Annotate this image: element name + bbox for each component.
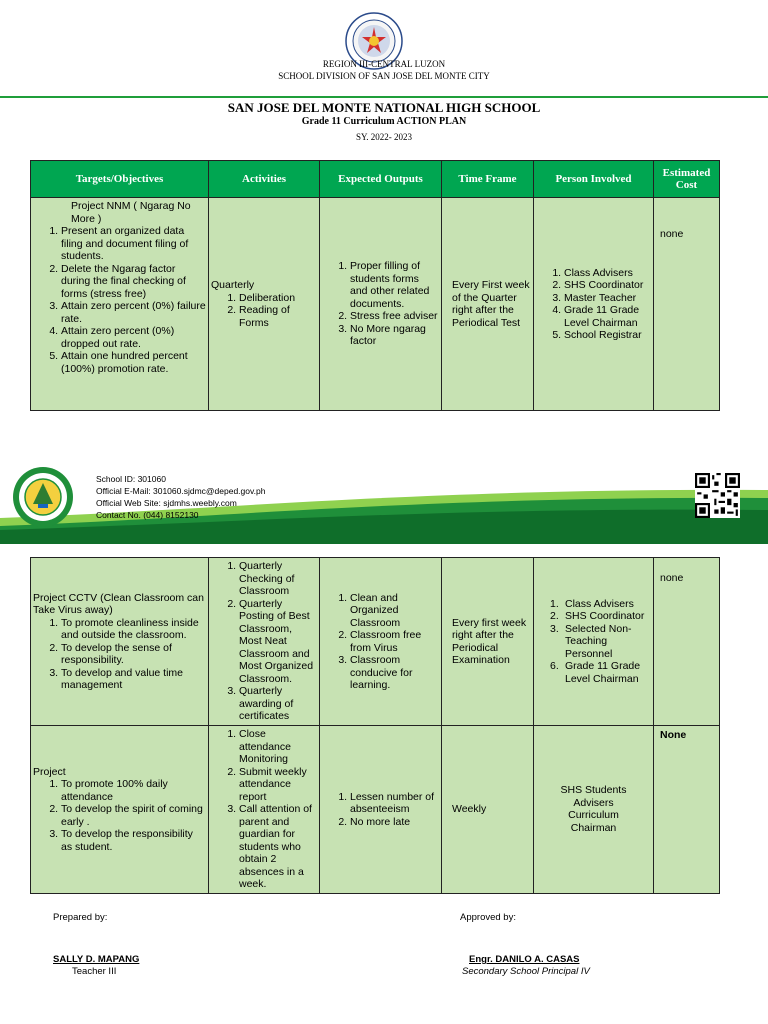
list-item: 1. Class Advisers [550,597,634,610]
row3-activities-cell [209,726,320,894]
list-item: 3. Attain zero percent (0%) failure rate. [61,300,206,325]
qr-code-icon [695,473,740,518]
list-item: 1. Proper filling of students forms and other related documents. [350,260,439,310]
header-time-frame: Time Frame [442,161,534,198]
row1-objectives-cell [31,198,209,411]
row1-time-frame: Every First week of the Quarter right after the Periodical Test [442,198,534,411]
row2-cost: none [654,558,720,726]
header-targets: Targets/Objectives [31,161,209,198]
row2-persons-cell [534,558,654,726]
list-item: 1. Quarterly Checking of Classroom [239,560,317,598]
row2-project-title: Project CCTV (Clean Classroom can Take Virus away) [33,591,204,616]
list-item: Advisers [573,796,614,809]
header-outputs: Expected Outputs [320,161,442,198]
list-item: 1. Deliberation [239,292,317,305]
list-item: 2. To develop the sense of responsibility. [61,642,206,667]
row2-activities-list [211,560,317,723]
header-estimated-cost: Estimated Cost [654,161,720,198]
list-item: 2. SHS Coordinator [550,610,645,623]
official-email: Official E-Mail: 301060.sjdmc@deped.gov.ph [96,486,266,496]
list-item: 5. School Registrar [564,329,651,342]
list-item: 1. Clean and Organized Classroom [350,592,439,630]
row2-activities-cell [209,558,320,726]
list-item: 3. Classroom conducive for learning. [350,654,439,692]
row2-objectives-list [33,617,206,692]
list-item: 2. Delete the Ngarag factor during the final checking of forms (stress free) [61,263,206,301]
list-item: 3. Master Teacher [564,292,651,305]
list-item: 3. Quarterly awarding of certificates [239,685,317,723]
list-item: 4. Grade 11 Grade Level Chairman [564,304,651,329]
row1-outputs-list [322,260,439,348]
school-id: School ID: 301060 [96,474,166,484]
division-line: SCHOOL DIVISION OF SAN JOSE DEL MONTE CITY [278,71,490,81]
list-item: 3. Call attention of parent and guardian for students who obtain 2 absences in a week. [239,803,317,891]
header-person-involved: Person Involved [534,161,654,198]
list-item: Chairman [570,821,617,834]
row2-objectives-cell [31,558,209,726]
prepared-by-label: Prepared by: [53,912,108,923]
list-item: 2. To develop the spirit of coming early . [61,803,206,828]
header-activities: Activities [209,161,320,198]
official-website: Official Web Site: sjdmhs.weebly.com [96,498,237,508]
list-item: Curriculum [568,809,619,822]
row1-project-title: Project NNM ( Ngarag No More ) [71,200,191,225]
row1-activities-cell [209,198,320,411]
table-row [31,726,720,894]
school-year: SY. 2022- 2023 [355,132,413,142]
row1-persons-list [536,267,651,342]
approved-by-title: Secondary School Principal IV [462,966,590,977]
contact-number: Contact No. (044) 8152130 [96,510,199,520]
list-item: 3. To develop the responsibility as student. [61,828,206,853]
list-item: 3. Selected Non-Teaching Personnel [550,622,632,660]
list-item: 5. Attain one hundred percent (100%) promotion rate. [61,350,206,375]
row3-persons-cell [534,726,654,894]
row3-outputs-cell [320,726,442,894]
list-item: 1. To promote 100% daily attendance [61,778,206,803]
row3-cost: None [654,726,720,894]
row3-activities-list [211,728,317,891]
school-name: SAN JOSE DEL MONTE NATIONAL HIGH SCHOOL [227,100,541,115]
list-item: 1. Class Advisers [564,267,651,280]
prepared-by-name: SALLY D. MAPANG [53,954,140,965]
action-plan-table-2 [30,557,720,894]
list-item: 6. Grade 11 Grade Level Chairman [550,660,641,685]
list-item: 2. Stress free adviser [350,310,439,323]
table-row [31,558,720,726]
list-item: 2. Reading of Forms [239,304,317,329]
table-row [31,198,720,411]
row3-outputs-list [322,791,439,829]
row1-activities-intro: Quarterly [211,279,255,291]
list-item: 2. Classroom free from Virus [350,629,439,654]
list-item: 3. To develop and value time management [61,667,206,692]
row1-objectives-list [33,225,206,375]
list-item: 1. To promote cleanliness inside and outside the classroom. [61,617,206,642]
row2-outputs-list [322,592,439,692]
list-item: 2. No more late [350,816,439,829]
table-header-row [31,161,720,198]
approved-by-name: Engr. DANILO A. CASAS [469,954,580,965]
row3-objectives-cell [31,726,209,894]
list-item: 2. Submit weekly attendance report [239,766,317,804]
prepared-by-title: Teacher III [72,966,117,977]
list-item: 4. Attain zero percent (0%) dropped out rate. [61,325,206,350]
list-item: 2. SHS Coordinator [564,279,651,292]
row1-cost: none [654,198,720,411]
list-item: 1. Close attendance Monitoring [239,728,317,766]
school-logo [12,466,74,528]
row1-outputs-cell [320,198,442,411]
list-item: 2. Quarterly Posting of Best Classroom, Most Neat Classroom and Most Organized Classroom. [239,598,317,686]
row1-persons-cell [534,198,654,411]
row3-project-title: Project [33,765,66,778]
row1-activities-list [211,292,317,330]
approved-by-label: Approved by: [460,912,516,923]
region-line: REGION III-CENTRAL LUZON [322,59,446,69]
action-plan-table-1 [30,160,720,411]
row2-outputs-cell [320,558,442,726]
list-item: 1. Lessen number of absenteeism [350,791,439,816]
list-item: SHS Students [560,784,627,797]
row3-time-frame: Weekly [442,726,534,894]
header-divider [0,96,768,98]
plan-title: Grade 11 Curriculum ACTION PLAN [301,116,467,127]
list-item: 1. Present an organized data filing and document filing of students. [61,225,206,263]
list-item: 3. No More ngarag factor [350,323,439,348]
row2-time-frame: Every first week right after the Periodical Examination [442,558,534,726]
row3-objectives-list [33,778,206,853]
